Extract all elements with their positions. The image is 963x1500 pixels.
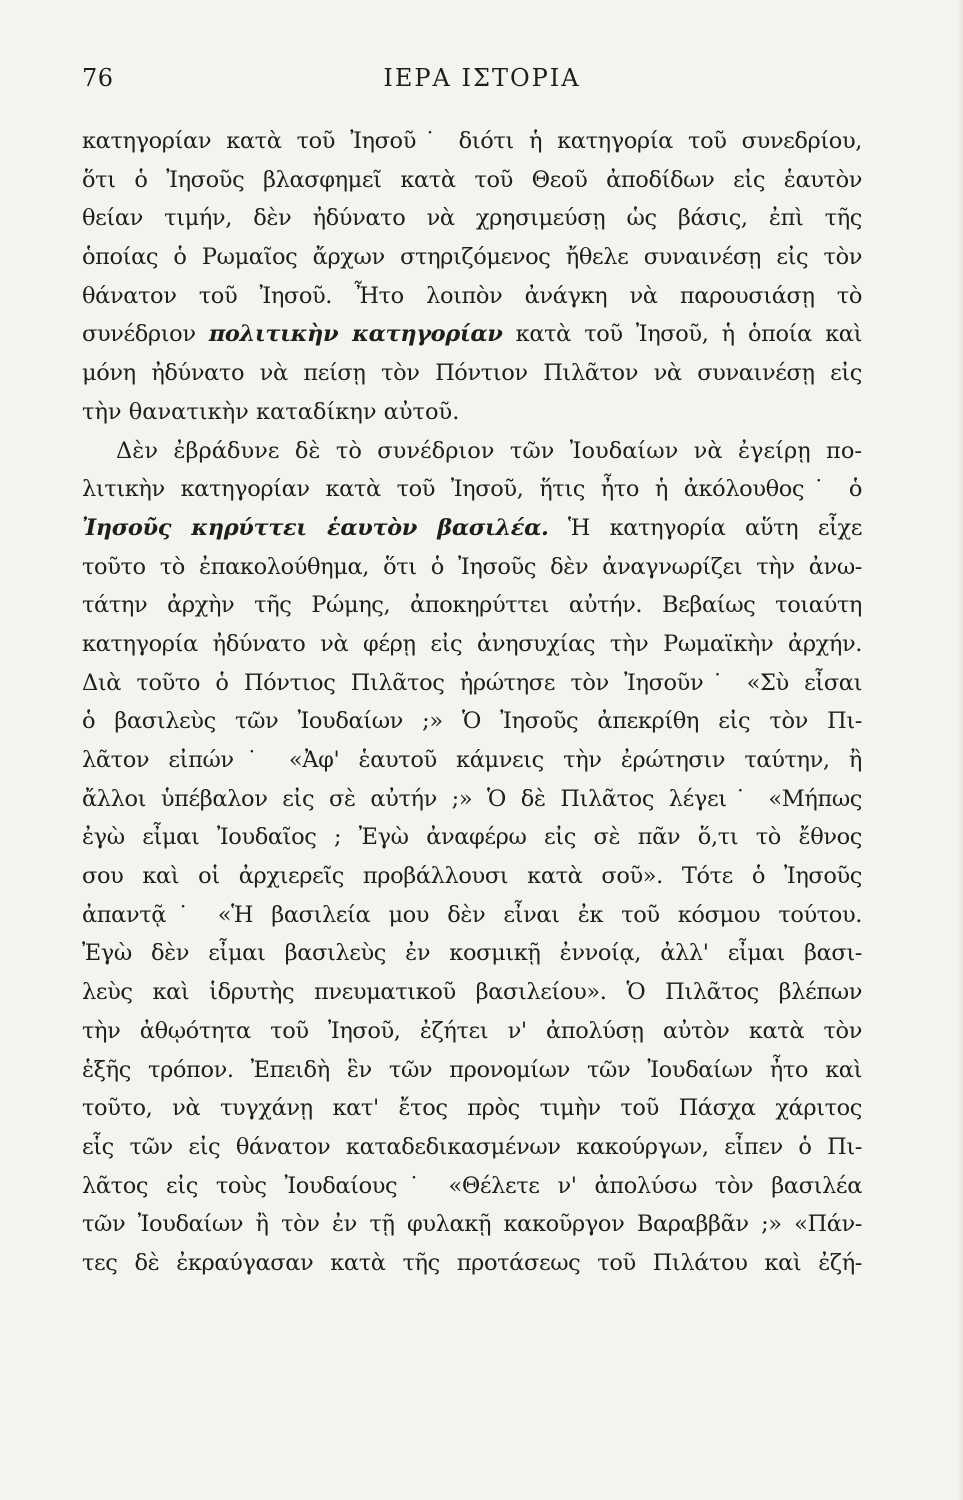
text-line: ἐγὼ εἶμαι Ἰουδαῖος ; Ἐγὼ ἀναφέρω εἰς σὲ πᾶν ὅ,τι τὸ ἔθνος	[82, 824, 862, 851]
text-line: θείαν τιμήν, δὲν ἠδύνατο νὰ χρησιμεύσῃ ὡς βάσις, ἐπὶ τῆς	[82, 205, 862, 232]
text-line: μόνη ἠδύνατο νὰ πείσῃ τὸν Πόντιον Πιλᾶτον νὰ συναινέσῃ εἰς	[82, 360, 862, 387]
page-header	[82, 64, 862, 104]
emphasized-text: Ἰησοῦς κηρύττει ἑαυτὸν βασιλέα.	[82, 514, 549, 541]
text-line: τάτην ἀρχὴν τῆς Ρώμης, ἀποκηρύττει αὐτήν. Βεβαίως τοιαύτη	[82, 592, 862, 619]
text-line: λιτικὴν κατηγορίαν κατὰ τοῦ Ἰησοῦ, ἥτις ἦτο ἡ ἀκόλουθος˙ ὁ	[82, 476, 862, 503]
text-line: ὁ βασιλεὺς τῶν Ἰουδαίων ;» Ὁ Ἰησοῦς ἀπεκρίθη εἰς τὸν Πι-	[82, 708, 862, 735]
text-line: λᾶτος εἰς τοὺς Ἰουδαίους˙ «Θέλετε ν' ἀπολύσω τὸν βασιλέα	[82, 1172, 862, 1199]
text-line: τοῦτο τὸ ἐπακολούθημα, ὅτι ὁ Ἰησοῦς δὲν ἀναγνωρίζει τὴν ἀνω-	[82, 553, 862, 580]
text-run: Ἡ κατηγορία αὕτη εἶχε	[548, 514, 862, 541]
text-line: κατηγορία ἠδύνατο νὰ φέρῃ εἰς ἀνησυχίας τὴν Ρωμαϊκὴν ἀρχήν.	[82, 630, 862, 657]
emphasized-text: πολιτικὴν κατηγορίαν	[208, 321, 503, 348]
text-line: τῶν Ἰουδαίων ἢ τὸν ἐν τῇ φυλακῇ κακοῦργον Βαραββᾶν ;» «Πάν-	[82, 1211, 862, 1238]
text-line: εἷς τῶν εἰς θάνατον καταδεδικασμένων κακούργων, εἶπεν ὁ Πι-	[82, 1133, 862, 1160]
text-line: σου καὶ οἱ ἀρχιερεῖς προβάλλουσι κατὰ σοῦ». Τότε ὁ Ἰησοῦς	[82, 863, 862, 890]
paragraph-first-line: Δὲν ἐβράδυνε δὲ τὸ συνέδριον τῶν Ἰουδαίων νὰ ἐγείρῃ πο-	[116, 437, 862, 464]
text-line-with-emphasis	[82, 509, 862, 548]
text-line: θάνατον τοῦ Ἰησοῦ. Ἦτο λοιπὸν ἀνάγκη νὰ παρουσιάσῃ τὸ	[82, 282, 862, 309]
text-line: ὅτι ὁ Ἰησοῦς βλασφημεῖ κατὰ τοῦ Θεοῦ ἀποδίδων εἰς ἑαυτὸν	[82, 166, 862, 193]
text-line: λᾶτον εἰπών˙ «Ἀφ' ἑαυτοῦ κάμνεις τὴν ἐρώτησιν ταύτην, ἢ	[82, 747, 862, 773]
text-run: συνέδριον	[82, 321, 209, 348]
paragraph-last-line: τὴν θανατικὴν καταδίκην αὐτοῦ.	[82, 398, 460, 425]
text-line: ἑξῆς τρόπον. Ἐπειδὴ ἓν τῶν προνομίων τῶν Ἰουδαίων ἦτο καὶ	[82, 1056, 862, 1083]
text-line: τοῦτο, νὰ τυγχάνῃ κατ' ἔτος πρὸς τιμὴν τοῦ Πάσχα χάριτος	[82, 1095, 862, 1122]
running-title: ΙΕΡΑ ΙΣΤΟΡΙΑ	[383, 64, 581, 92]
text-line: ὁποίας ὁ Ρωμαῖος ἄρχων στηριζόμενος ἤθελε συναινέσῃ εἰς τὸν	[82, 244, 862, 271]
text-line: λεὺς καὶ ἱδρυτὴς πνευματικοῦ βασιλείου». Ὁ Πιλᾶτος βλέπων	[82, 979, 862, 1006]
page-number: 76	[82, 64, 114, 92]
text-line: τες δὲ ἐκραύγασαν κατὰ τῆς προτάσεως τοῦ Πιλάτου καὶ ἐζή-	[82, 1249, 862, 1276]
text-line-with-emphasis	[82, 315, 862, 354]
text-line: κατηγορίαν κατὰ τοῦ Ἰησοῦ˙ διότι ἡ κατηγορία τοῦ συνεδρίου,	[82, 128, 862, 154]
text-line: ἀπαντᾷ˙ «Ἡ βασιλεία μου δὲν εἶναι ἐκ τοῦ κόσμου τούτου.	[82, 901, 862, 928]
body-text	[82, 122, 862, 1283]
page-edge-shadow	[957, 0, 963, 1500]
text-line: Ἐγὼ δὲν εἶμαι βασιλεὺς ἐν κοσμικῇ ἐννοίᾳ, ἀλλ' εἶμαι βασι-	[82, 940, 862, 967]
text-line: ἄλλοι ὑπέβαλον εἰς σὲ αὐτήν ;» Ὁ δὲ Πιλᾶτος λέγει˙ «Μήπως	[82, 785, 862, 812]
text-line: Διὰ τοῦτο ὁ Πόντιος Πιλᾶτος ἠρώτησε τὸν Ἰησοῦν˙ «Σὺ εἶσαι	[82, 669, 862, 696]
text-run: κατὰ τοῦ Ἰησοῦ, ἡ ὁποία καὶ	[502, 321, 862, 348]
text-line: τὴν ἀθῳότητα τοῦ Ἰησοῦ, ἐζήτει ν' ἀπολύσῃ αὐτὸν κατὰ τὸν	[82, 1017, 862, 1044]
